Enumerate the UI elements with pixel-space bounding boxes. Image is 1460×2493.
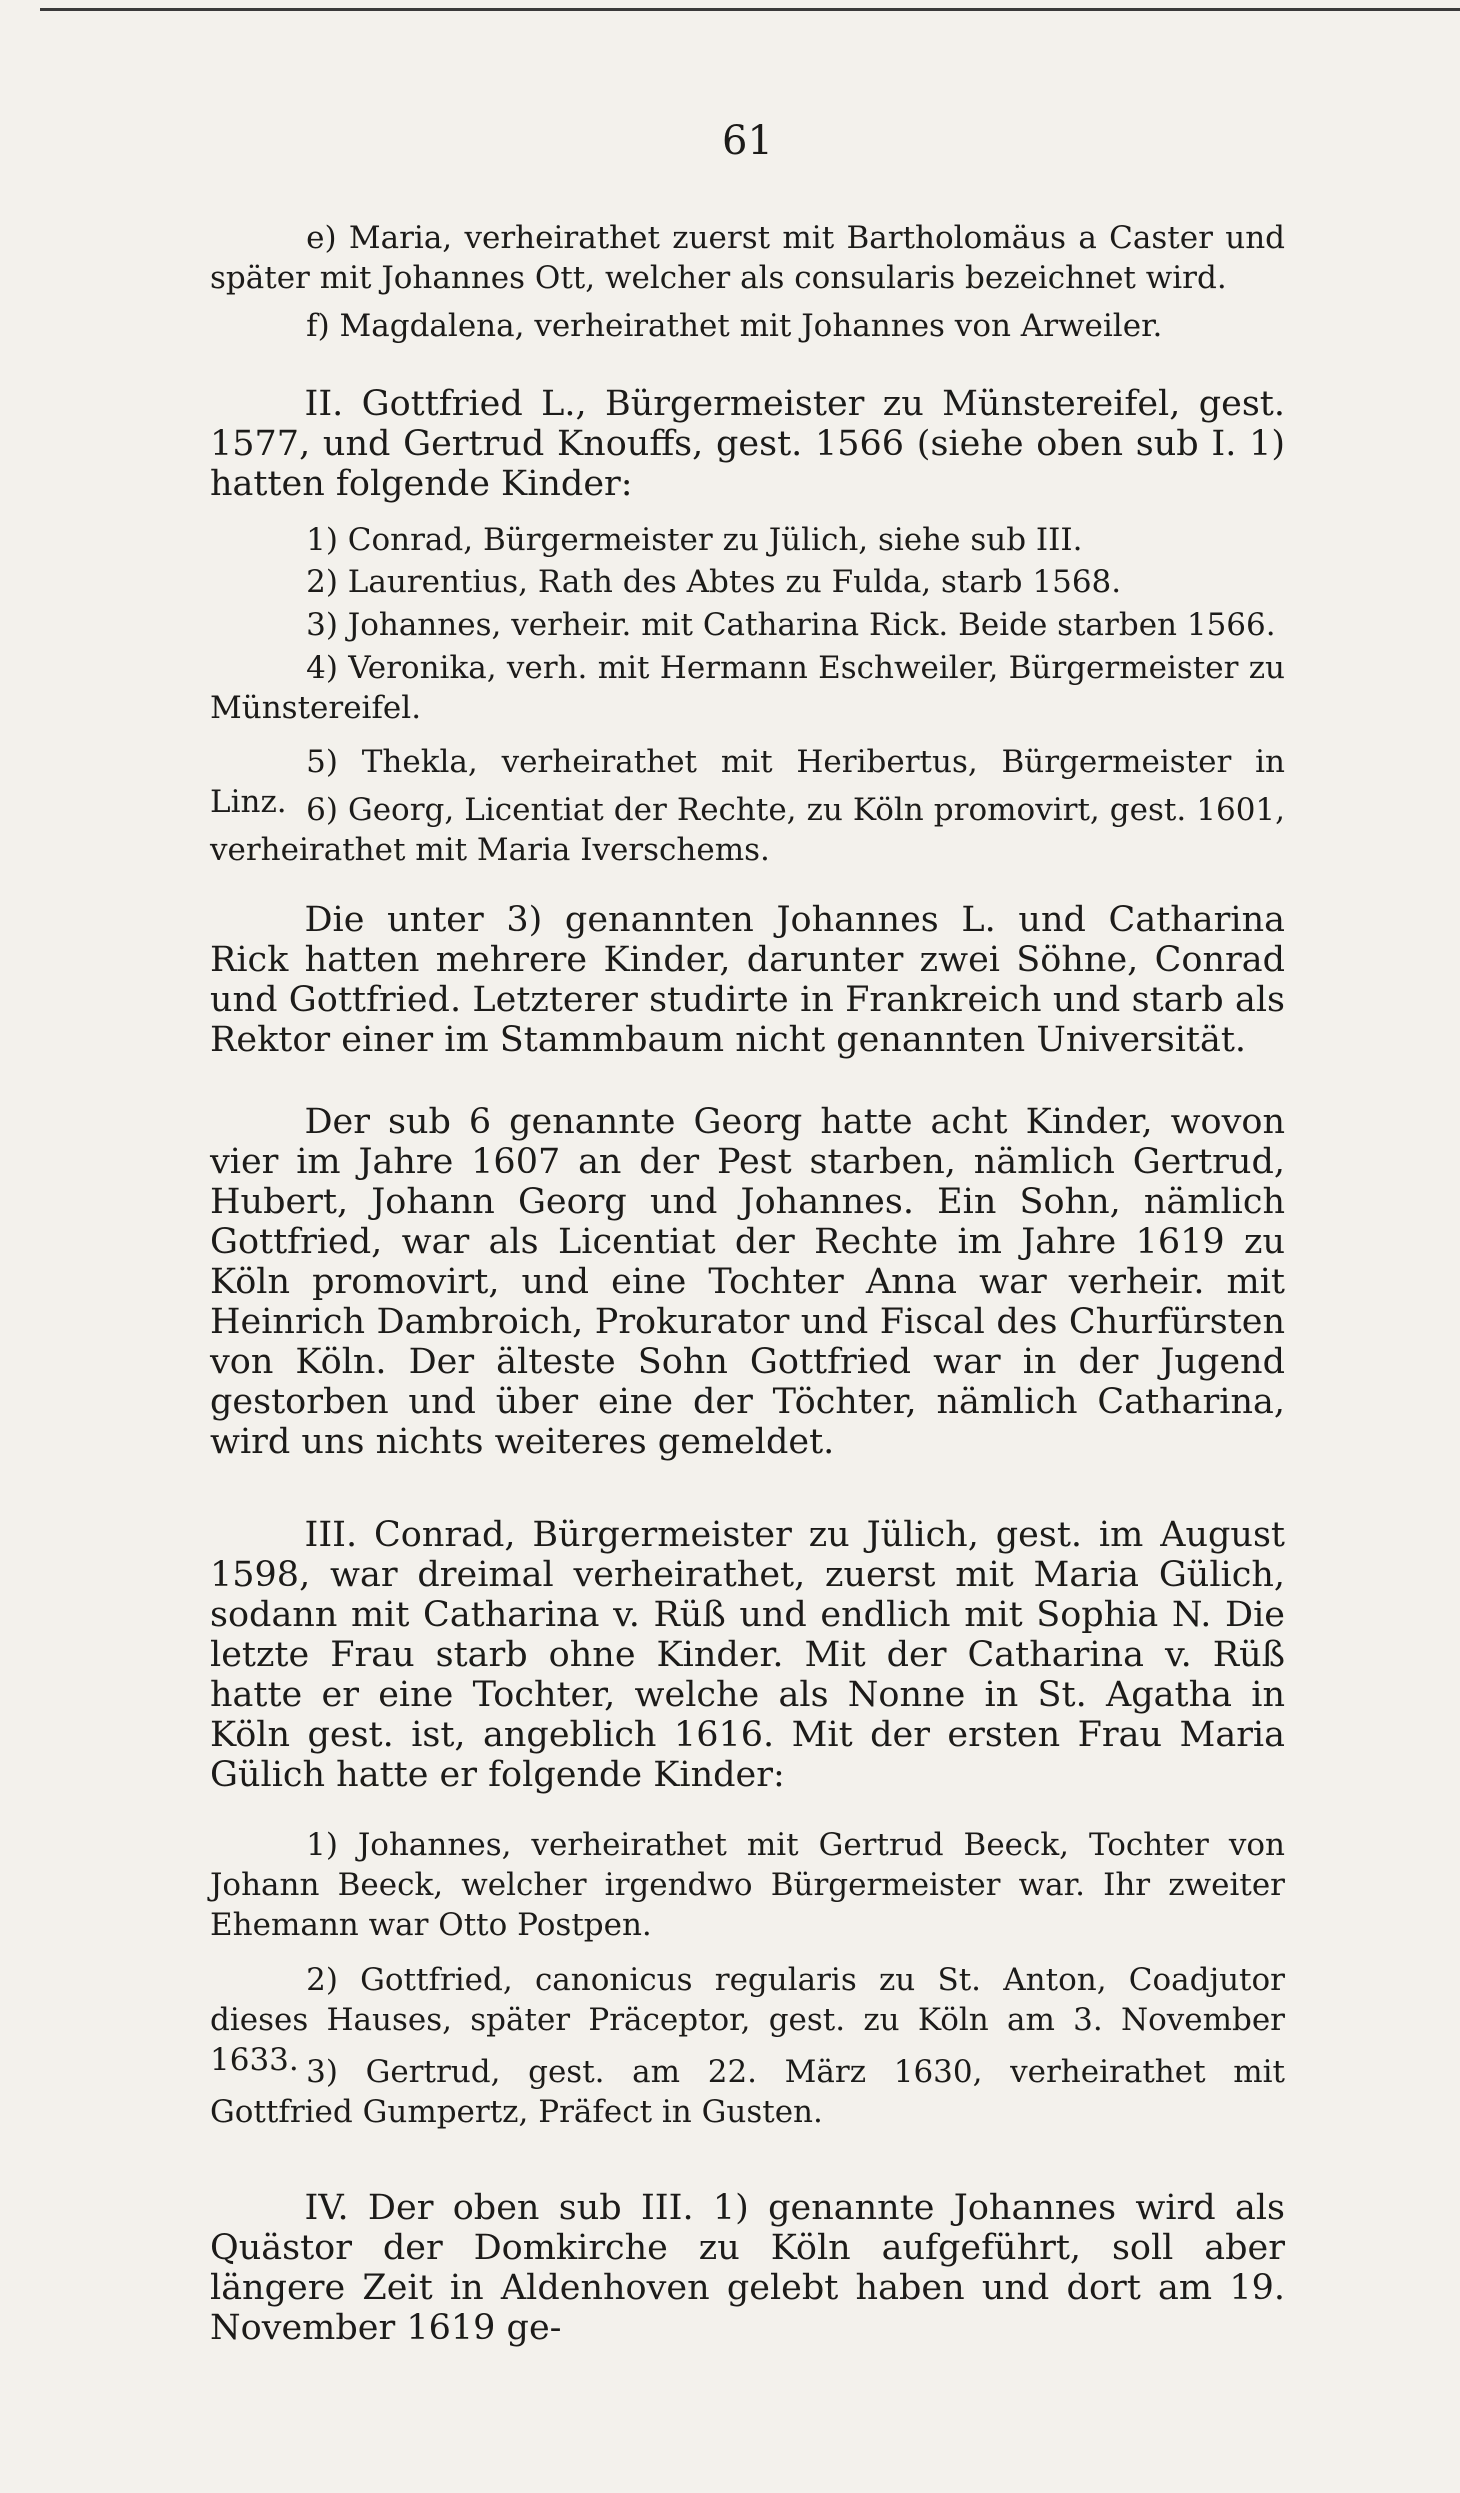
paragraph-johannes-catharina: Die unter 3) genannten Johannes L. und Catharina Rick hatten mehrere Kinder, darunter zwei Söhne, Conrad und Gottfried. Letzterer studirte in Frankreich und starb als Rektor einer im Stammbaum nicht genannten Universität.: [210, 900, 1285, 1060]
child-johannes: 3) Johannes, verheir. mit Catharina Rick. Beide starben 1566.: [306, 607, 1276, 643]
child-veronika: 4) Veronika, verh. mit Hermann Eschweiler, Bürgermeister zu Münstereifel.: [210, 650, 1285, 726]
child-conrad: 1) Conrad, Bürgermeister zu Jülich, siehe sub III.: [306, 522, 1083, 558]
section-iv-johannes: IV. Der oben sub III. 1) genannte Johannes wird als Quästor der Domkirche zu Köln aufgeführt, soll aber längere Zeit in Aldenhoven gelebt haben und dort am 19. November 1619 ge-: [210, 2188, 1285, 2348]
entry-magdalena: f) Magdalena, verheirathet mit Johannes von Arweiler.: [306, 308, 1163, 344]
child-thekla: 5) Thekla, verheirathet mit Heribertus, Bürgermeister in Linz.: [210, 744, 1285, 820]
conrad-child-gottfried: 2) Gottfried, canonicus regularis zu St. Anton, Coadjutor dieses Hauses, später Präceptor, gest. zu Köln am 3. November 1633.: [210, 1962, 1285, 2078]
entry-maria: e) Maria, verheirathet zuerst mit Bartholomäus a Caster und später mit Johannes Ott, welcher als consularis bezeichnet wird.: [210, 220, 1285, 296]
conrad-child-gertrud: 3) Gertrud, gest. am 22. März 1630, verheirathet mit Gottfried Gumpertz, Präfect in Gusten.: [210, 2054, 1285, 2130]
section-ii-heading: II. Gottfried L., Bürgermeister zu Münstereifel, gest. 1577, und Gertrud Knouffs, gest. 1566 (siehe oben sub I. 1) hatten folgende Kinder:: [210, 384, 1285, 504]
top-rule: [40, 8, 1460, 11]
paragraph-georg-children: Der sub 6 genannte Georg hatte acht Kinder, wovon vier im Jahre 1607 an der Pest starben, nämlich Gertrud, Hubert, Johann Georg und Johannes. Ein Sohn, nämlich Gottfried, war als Licentiat der Rechte im Jahre 1619 zu Köln promovirt, und eine Tochter Anna war verheir. mit Heinrich Dambroich, Prokurator und Fiscal des Churfürsten von Köln. Der älteste Sohn Gottfried war in der Jugend gestorben und über eine der Töchter, nämlich Catharina, wird uns nichts weiteres gemeldet.: [210, 1102, 1285, 1462]
child-georg: 6) Georg, Licentiat der Rechte, zu Köln promovirt, gest. 1601, verheirathet mit Maria Iverschems.: [210, 792, 1285, 868]
page-number: 61: [722, 118, 773, 164]
child-laurentius: 2) Laurentius, Rath des Abtes zu Fulda, starb 1568.: [306, 564, 1122, 600]
section-iii-conrad: III. Conrad, Bürgermeister zu Jülich, gest. im August 1598, war dreimal verheirathet, zuerst mit Maria Gülich, sodann mit Catharina v. Rüß und endlich mit Sophia N. Die letzte Frau starb ohne Kinder. Mit der Catharina v. Rüß hatte er eine Tochter, welche als Nonne in St. Agatha in Köln gest. ist, angeblich 1616. Mit der ersten Frau Maria Gülich hatte er folgende Kinder:: [210, 1515, 1285, 1795]
conrad-child-johannes: 1) Johannes, verheirathet mit Gertrud Beeck, Tochter von Johann Beeck, welcher irgendwo Bürgermeister war. Ihr zweiter Ehemann war Otto Postpen.: [210, 1827, 1285, 1943]
